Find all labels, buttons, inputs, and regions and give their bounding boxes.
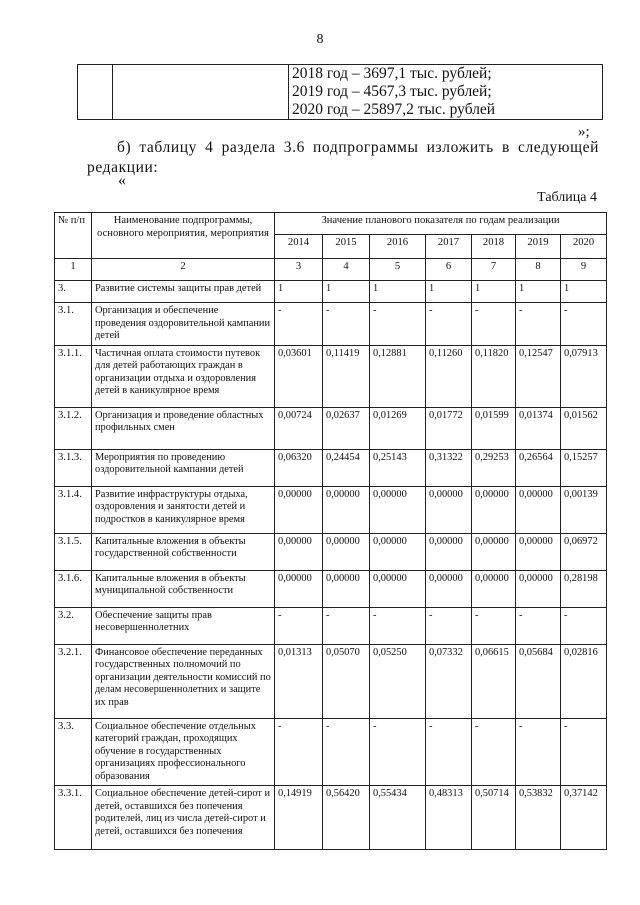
value-cell: 0,24454 (323, 449, 370, 486)
row-name: Мероприятия по проведению оздоровительной кампании детей (92, 449, 275, 486)
row-number: 3.1.3. (55, 449, 92, 486)
value-cell: 0,05250 (370, 644, 426, 718)
value-cell: 0,00000 (426, 533, 472, 570)
column-index: 1 (55, 259, 92, 281)
table-row (55, 449, 607, 486)
table-row (55, 607, 607, 644)
value-cell: 1 (472, 281, 516, 303)
value-cell: 0,00000 (370, 570, 426, 607)
row-number: 3.1. (55, 303, 92, 346)
value-cell: - (561, 303, 607, 346)
funding-cell (289, 65, 603, 120)
value-cell: 0,00000 (275, 533, 323, 570)
row-name: Частичная оплата стоимости путевок для детей работающих граждан в организации отдыха и оздоровления детей в каникулярное время (92, 345, 275, 407)
value-cell: 0,00000 (472, 486, 516, 533)
value-cell: 0,00000 (472, 533, 516, 570)
value-cell: 0,00139 (561, 486, 607, 533)
table-row (55, 570, 607, 607)
column-index: 3 (275, 259, 323, 281)
value-cell: - (426, 303, 472, 346)
value-cell: 0,07913 (561, 345, 607, 407)
value-cell: 0,01599 (472, 407, 516, 449)
value-cell: - (370, 607, 426, 644)
row-number: 3.3.1. (55, 786, 92, 850)
value-cell: 0,28198 (561, 570, 607, 607)
row-name: Организация и проведение областных профильных смен (92, 407, 275, 449)
value-cell: 1 (323, 281, 370, 303)
row-name: Социальное обеспечение отдельных категорий граждан, проходящих обучение в государственных организациях профессионального образования (92, 718, 275, 786)
row-number: 3.3. (55, 718, 92, 786)
value-cell: 0,00000 (275, 486, 323, 533)
value-cell: 0,00000 (323, 570, 370, 607)
value-cell: - (516, 303, 561, 346)
indicator-table (54, 212, 607, 850)
value-cell: 0,11260 (426, 345, 472, 407)
header-planned-values: Значение планового показателя по годам реализации (275, 213, 607, 235)
column-index: 4 (323, 259, 370, 281)
funding-line-2018: 2018 год – 3697,1 тыс. рублей; (292, 65, 492, 82)
value-cell: - (323, 607, 370, 644)
empty-cell (113, 65, 289, 120)
value-cell: - (472, 718, 516, 786)
table-row (55, 407, 607, 449)
value-cell: 0,07332 (426, 644, 472, 718)
row-number: 3.1.5. (55, 533, 92, 570)
header-number: № п/п (55, 213, 92, 259)
value-cell: 0,06615 (472, 644, 516, 718)
value-cell: - (426, 607, 472, 644)
funding-line-2020: 2020 год – 25897,2 тыс. рублей (292, 101, 496, 118)
value-cell: 0,01374 (516, 407, 561, 449)
value-cell: - (426, 718, 472, 786)
value-cell: 0,00000 (370, 486, 426, 533)
table-row (55, 644, 607, 718)
value-cell: 0,05070 (323, 644, 370, 718)
row-name: Организация и обеспечение проведения оздоровительной кампании детей (92, 303, 275, 346)
continued-table-fragment (77, 64, 603, 120)
row-name: Капитальные вложения в объекты государственной собственности (92, 533, 275, 570)
value-cell: 0,29253 (472, 449, 516, 486)
value-cell: 0,00000 (472, 570, 516, 607)
value-cell: - (370, 303, 426, 346)
table-row (55, 303, 607, 346)
value-cell: 1 (426, 281, 472, 303)
closing-quote: »; (578, 124, 590, 140)
value-cell: 0,26564 (516, 449, 561, 486)
value-cell: 0,11820 (472, 345, 516, 407)
value-cell: 0,25143 (370, 449, 426, 486)
value-cell: 0,31322 (426, 449, 472, 486)
page-number: 8 (316, 32, 324, 47)
row-number: 3.1.1. (55, 345, 92, 407)
row-number: 3.1.6. (55, 570, 92, 607)
value-cell: 0,53832 (516, 786, 561, 850)
value-cell: - (323, 303, 370, 346)
value-cell: 0,03601 (275, 345, 323, 407)
header-name: Наименование подпрограммы, основного мероприятия, мероприятия (92, 213, 275, 259)
table-caption: Таблица 4 (537, 190, 597, 205)
value-cell: 0,01269 (370, 407, 426, 449)
value-cell: - (516, 718, 561, 786)
value-cell: 0,50714 (472, 786, 516, 850)
table-row (55, 345, 607, 407)
value-cell: 0,55434 (370, 786, 426, 850)
value-cell: - (561, 607, 607, 644)
value-cell: 0,00000 (323, 533, 370, 570)
row-name: Развитие инфраструктуры отдыха, оздоровления и занятости детей и подростков в каникулярное время (92, 486, 275, 533)
value-cell: 0,12547 (516, 345, 561, 407)
column-index-row (55, 259, 607, 281)
value-cell: 0,00000 (426, 486, 472, 533)
value-cell: 0,00000 (516, 533, 561, 570)
column-index: 7 (472, 259, 516, 281)
value-cell: 0,00000 (516, 486, 561, 533)
value-cell: 0,01562 (561, 407, 607, 449)
header-year: 2017 (426, 235, 472, 259)
value-cell: 0,56420 (323, 786, 370, 850)
header-year: 2014 (275, 235, 323, 259)
value-cell: 1 (275, 281, 323, 303)
value-cell: - (275, 607, 323, 644)
table-row (55, 718, 607, 786)
row-number: 3. (55, 281, 92, 303)
row-name: Капитальные вложения в объекты муниципальной собственности (92, 570, 275, 607)
value-cell: 0,15257 (561, 449, 607, 486)
value-cell: 0,00000 (426, 570, 472, 607)
value-cell: 0,01313 (275, 644, 323, 718)
header-year: 2018 (472, 235, 516, 259)
header-year: 2015 (323, 235, 370, 259)
column-index: 2 (92, 259, 275, 281)
row-name: Развитие системы защиты прав детей (92, 281, 275, 303)
value-cell: 0,02816 (561, 644, 607, 718)
table-row (55, 486, 607, 533)
value-cell: 0,01772 (426, 407, 472, 449)
value-cell: 0,14919 (275, 786, 323, 850)
column-index: 9 (561, 259, 607, 281)
value-cell: 0,12881 (370, 345, 426, 407)
row-name: Обеспечение защиты прав несовершеннолетних (92, 607, 275, 644)
value-cell: - (472, 303, 516, 346)
value-cell: - (561, 718, 607, 786)
value-cell: - (472, 607, 516, 644)
row-number: 3.1.4. (55, 486, 92, 533)
row-number: 3.1.2. (55, 407, 92, 449)
funding-line-2019: 2019 год – 4567,3 тыс. рублей; (292, 83, 492, 100)
column-index: 6 (426, 259, 472, 281)
column-index: 5 (370, 259, 426, 281)
table-row (55, 533, 607, 570)
value-cell: 0,00000 (275, 570, 323, 607)
opening-quote: « (118, 172, 126, 189)
value-cell: 0,05684 (516, 644, 561, 718)
row-name: Социальное обеспечение детей-сирот и детей, оставшихся без попечения родителей, лиц из числа детей-сирот и детей, оставшихся без попечения (92, 786, 275, 850)
value-cell: 0,00000 (323, 486, 370, 533)
value-cell: 0,00724 (275, 407, 323, 449)
header-year: 2019 (516, 235, 561, 259)
value-cell: - (370, 718, 426, 786)
header-year: 2020 (561, 235, 607, 259)
value-cell: - (323, 718, 370, 786)
value-cell: 0,11419 (323, 345, 370, 407)
value-cell: - (275, 718, 323, 786)
value-cell: 1 (370, 281, 426, 303)
value-cell: 0,02637 (323, 407, 370, 449)
value-cell: 1 (561, 281, 607, 303)
value-cell: 0,06972 (561, 533, 607, 570)
amendment-paragraph: б) таблицу 4 раздела 3.6 подпрограммы изложить в следующей редакции: (87, 139, 599, 176)
header-year: 2016 (370, 235, 426, 259)
value-cell: 1 (516, 281, 561, 303)
empty-cell (78, 65, 113, 120)
value-cell: 0,37142 (561, 786, 607, 850)
row-number: 3.2. (55, 607, 92, 644)
column-index: 8 (516, 259, 561, 281)
table-row (55, 786, 607, 850)
value-cell: 0,00000 (370, 533, 426, 570)
value-cell: 0,00000 (516, 570, 561, 607)
value-cell: 0,48313 (426, 786, 472, 850)
value-cell: - (275, 303, 323, 346)
value-cell: - (516, 607, 561, 644)
row-name: Финансовое обеспечение переданных государственных полномочий по организации деятельности комиссий по делам несовершеннолетних и защите их прав (92, 644, 275, 718)
table-row (55, 281, 607, 303)
row-number: 3.2.1. (55, 644, 92, 718)
value-cell: 0,06320 (275, 449, 323, 486)
